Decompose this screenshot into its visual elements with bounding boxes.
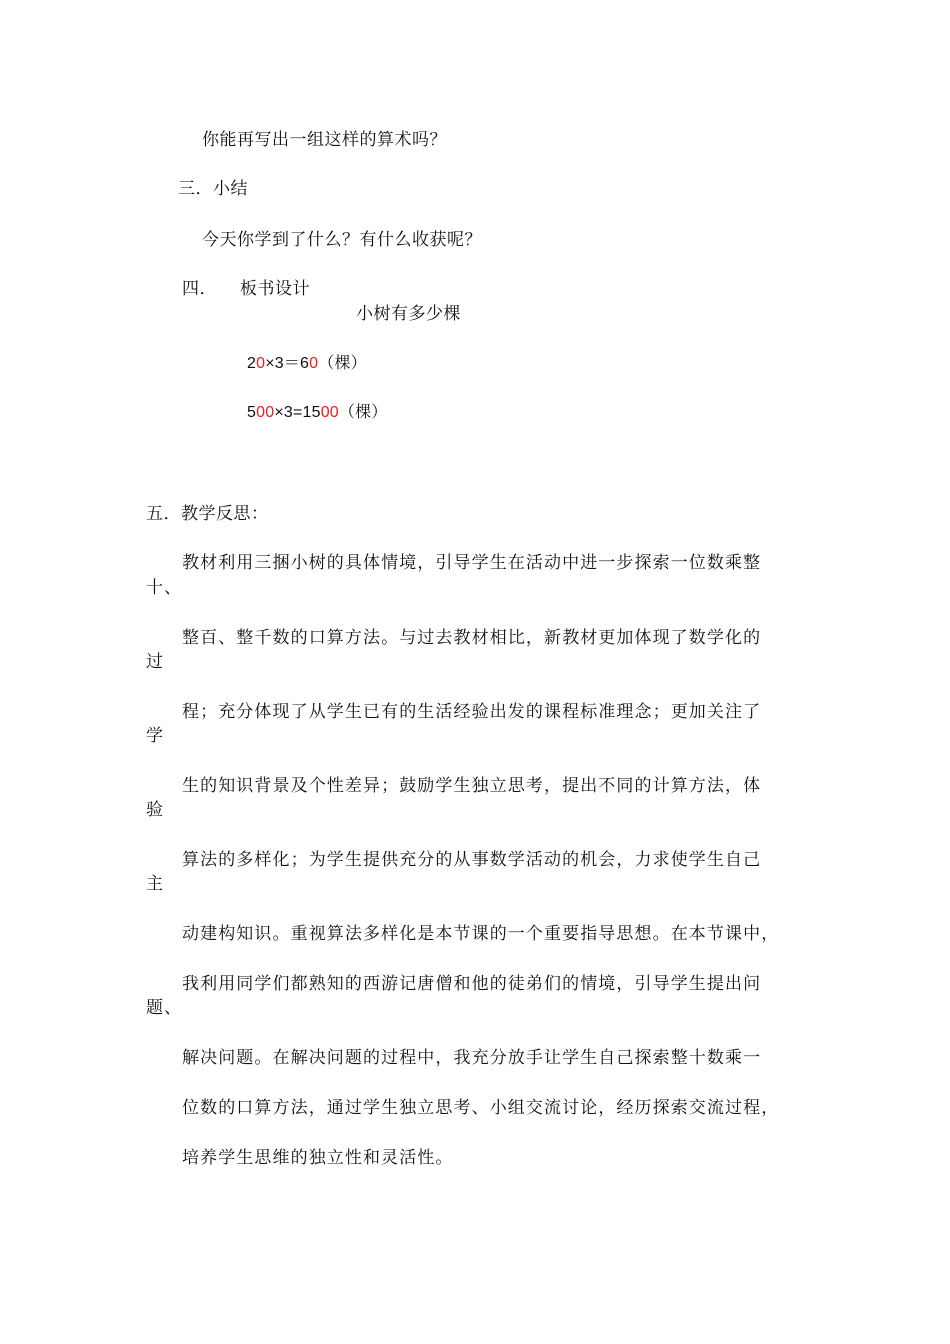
reflection-line: 验 bbox=[146, 800, 165, 820]
board-title: 小树有多少棵 bbox=[356, 304, 461, 324]
section3-prompt: 今天你学到了什么？有什么收获呢？ bbox=[202, 230, 482, 250]
question-line: 你能再写出一组这样的算术吗？ bbox=[202, 130, 447, 150]
eq1-part: ×3＝6 bbox=[265, 355, 310, 372]
reflection-line: 解决问题。在解决问题的过程中，我充分放手让学生自己探索整十数乘一 bbox=[182, 1048, 762, 1068]
board-equation-2 bbox=[247, 400, 388, 425]
reflection-line: 我利用同学们都熟知的西游记唐僧和他的徒弟们的情境，引导学生提出问 bbox=[182, 974, 762, 994]
section3-title: 三．小结 bbox=[178, 179, 248, 199]
eq2-part: ×3=15 bbox=[274, 404, 321, 421]
reflection-line: 算法的多样化；为学生提供充分的从事数学活动的机会，力求使学生自己 bbox=[182, 850, 762, 870]
reflection-line: 主 bbox=[146, 874, 165, 894]
reflection-line: 生的知识背景及个性差异；鼓励学生独立思考，提出不同的计算方法，体 bbox=[182, 776, 762, 796]
reflection-line: 动建构知识。重视算法多样化是本节课的一个重要指导思想。在本节课中， bbox=[182, 924, 780, 944]
eq1-part-highlight: 0 bbox=[309, 355, 319, 372]
reflection-line: 过 bbox=[146, 652, 165, 672]
reflection-line: 位数的口算方法，通过学生独立思考、小组交流讨论，经历探索交流过程， bbox=[182, 1098, 780, 1118]
eq1-part-highlight: 0 bbox=[256, 355, 266, 372]
section5-title: 五．教学反思： bbox=[146, 504, 269, 524]
reflection-line: 程；充分体现了从学生已有的生活经验出发的课程标准理念；更加关注了 bbox=[182, 702, 762, 722]
reflection-line: 培养学生思维的独立性和灵活性。 bbox=[182, 1148, 454, 1168]
board-equation-1 bbox=[247, 351, 367, 376]
reflection-line: 题、 bbox=[146, 998, 183, 1018]
eq2-unit: （棵） bbox=[338, 402, 388, 421]
eq2-part-highlight: 00 bbox=[320, 404, 339, 421]
eq1-part: 2 bbox=[247, 355, 257, 372]
section4-title: 板书设计 bbox=[240, 279, 310, 299]
reflection-line: 学 bbox=[146, 726, 165, 746]
reflection-line: 十、 bbox=[146, 578, 183, 598]
eq2-part-highlight: 00 bbox=[256, 404, 275, 421]
eq1-unit: （棵） bbox=[318, 353, 367, 372]
reflection-line: 教材利用三捆小树的具体情境，引导学生在活动中进一步探索一位数乘整 bbox=[182, 553, 762, 573]
reflection-line: 整百、整千数的口算方法。与过去教材相比，新教材更加体现了数学化的 bbox=[182, 628, 762, 648]
section4-label: 四． bbox=[182, 279, 217, 299]
eq2-part: 5 bbox=[247, 404, 257, 421]
